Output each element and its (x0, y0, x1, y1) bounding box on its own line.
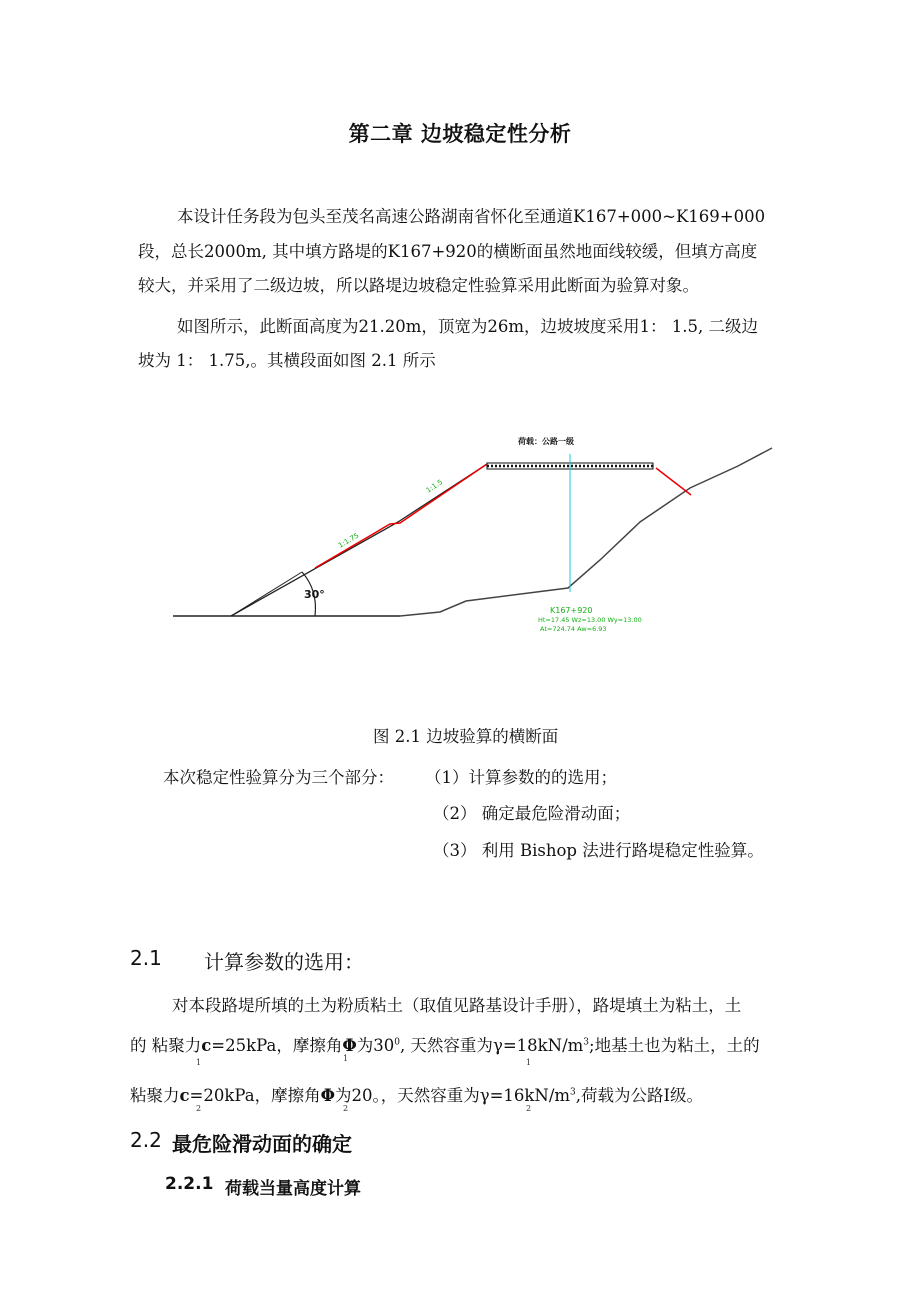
section-2-1-line-2: 的 粘聚力c=25kPa，摩擦角Φ为$30^0$, 天然容重为$\gamma=18kN/m^3$;地基土也为粘土，土的 (130, 1036, 760, 1055)
readout-1: Ht=17.45 Wz=13.00 Wy=13.00 (538, 616, 642, 624)
figure-caption: 图 2.1 边坡验算的横断面 (373, 727, 559, 746)
subscript-c1: 1 (196, 1058, 202, 1067)
section-2-1-number: 2.1 (130, 946, 162, 970)
station-label: K167+920 (550, 606, 593, 615)
page-title: 第二章 边坡稳定性分析 (348, 122, 572, 146)
steps-intro: 本次稳定性验算分为三个部分： (163, 768, 394, 787)
section-2-1-heading: 计算参数的选用： (204, 950, 364, 974)
subscript-phi2: 2 (343, 1104, 349, 1113)
load-label: 荷载：公路一级 (518, 437, 574, 446)
step-2: （2） 确定最危险滑动面； (433, 804, 631, 823)
readout-2: At=724.74 Aw=6.93 (540, 625, 607, 633)
intro-line-4: 如图所示，此断面高度为21.20m，顶宽为26m，边坡坡度采用1： 1.5, 二级边 (177, 317, 758, 336)
cross-section-figure (0, 420, 920, 680)
intro-line-3: 较大，并采用了二级边坡，所以路堤边坡稳定性验算采用此断面为验算对象。 (138, 276, 699, 295)
embankment-slope-black (231, 464, 487, 616)
section-2-1-line-1: 对本段路堤所填的土为粉质粘土（取值见路基设计手册），路堤填土为粘土，土 (172, 996, 742, 1015)
embankment-slope-red (315, 464, 487, 568)
section-2-2-heading: 最危险滑动面的确定 (172, 1132, 352, 1156)
angle-label: 30° (304, 588, 325, 601)
subscript-gamma1: 1 (526, 1058, 532, 1067)
step-3: （3） 利用 Bishop 法进行路堤稳定性验算。 (433, 841, 764, 860)
section-2-2-number: 2.2 (130, 1128, 162, 1152)
section-2-2-1-heading: 荷载当量高度计算 (225, 1179, 361, 1199)
step-1: （1）计算参数的的选用； (425, 768, 617, 787)
slope-label-upper: 1:1.5 (424, 478, 445, 495)
slope-label-lower: 1:1.75 (337, 531, 361, 550)
intro-line-1: 本设计任务段为包头至茂名高速公路湖南省怀化至通道K167+000~K169+000 (177, 207, 766, 226)
ground-line (400, 448, 772, 616)
subscript-phi1: 1 (343, 1054, 349, 1063)
right-slope-red (656, 468, 691, 495)
intro-line-5: 坡为 1： 1.75,。其横段面如图 2.1 所示 (138, 351, 436, 370)
section-2-2-1-number: 2.2.1 (165, 1174, 214, 1194)
intro-line-2: 段，总长2000m, 其中填方路堤的K167+920的横断面虽然地面线较缓，但填方高度 (138, 242, 758, 261)
section-2-1-line-3: 粘聚力c=20kPa，摩擦角Φ为20。，天然容重为$\gamma=16kN/m^3$,荷载为公路I级。 (130, 1086, 704, 1105)
subscript-c2: 2 (196, 1104, 202, 1113)
subscript-gamma2: 2 (526, 1104, 532, 1113)
